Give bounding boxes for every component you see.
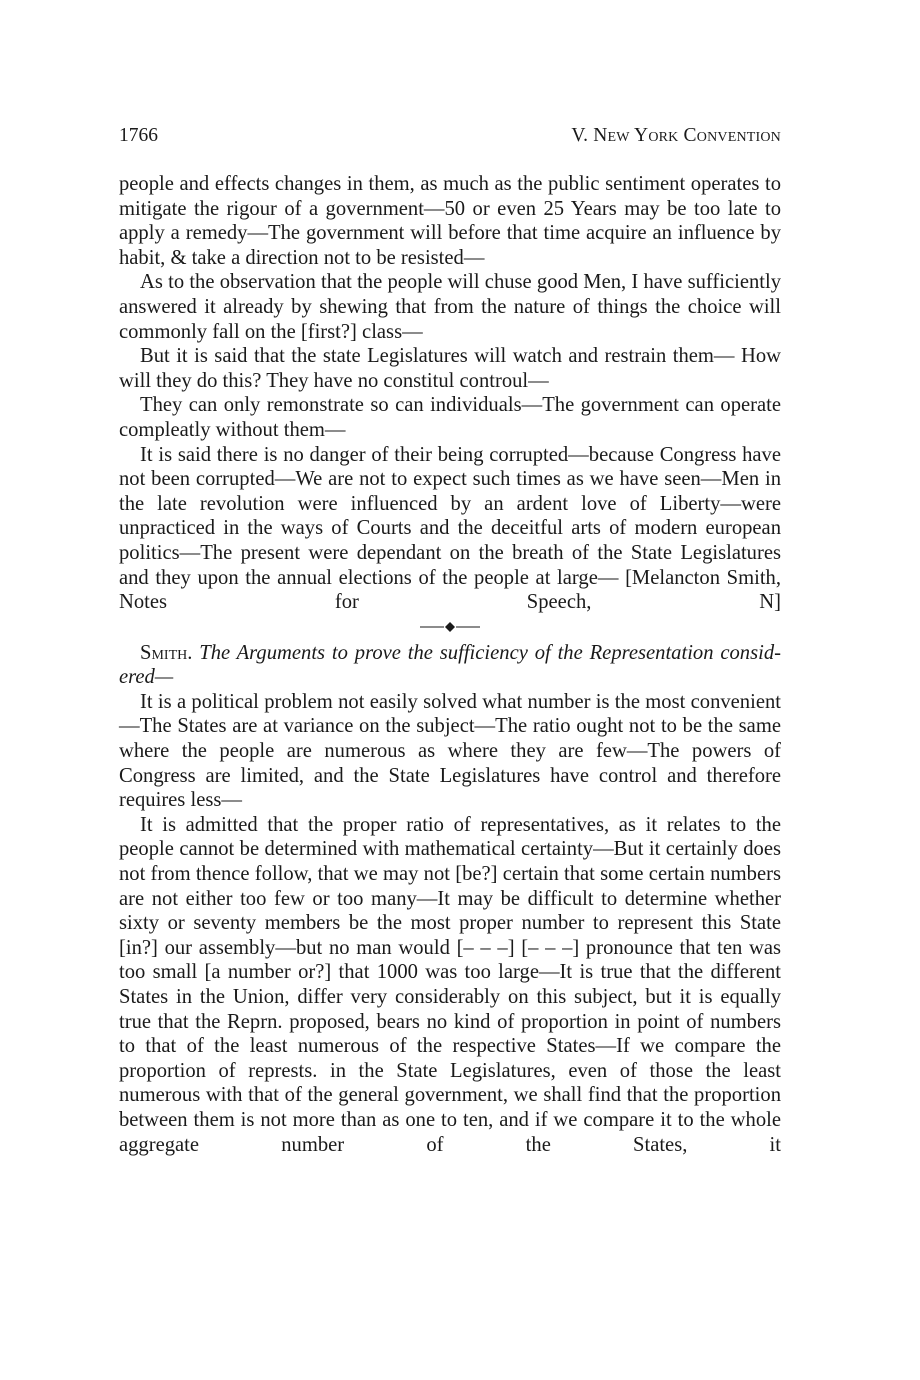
section-divider-ornament [119,617,781,637]
document-page [119,122,781,1157]
diamond-rule-icon [420,621,480,633]
paragraph: But it is said that the state Legislatures will watch and restrain them— How will they do this? They have no constitul controul— [119,345,781,392]
paragraph: It is said there is no danger of their being corrupted—because Congress have not been corrupted—We are not to expect such times as we have seen—Men in the late revolution were influenced by an ardent love of Liberty—were unpracticed in the ways of Courts and the deceitful arts of modern european politics—The present were dependant on the breath of the State Legislatures and they upon the annual elections of the people at large— [Melancton Smith, Notes for Speech, N] [119,443,781,614]
paragraph: It is a political problem not easily solved what number is the most convenient—The States are at variance on the subject—The ratio ought not to be the same where the people are numerous as where they are few—The powers of Congress are limited, and the State Legislatures have control and therefore requires less— [119,690,781,812]
speaker-name: Smith. [140,641,193,664]
running-head [119,122,781,150]
section-title: The Arguments to prove the sufficiency of the Representation considered— [119,641,781,689]
paragraph: As to the observation that the people will chuse good Men, I have sufficiently answered it already by shewing that from the nature of things the choice will commonly fall on the [first?] class— [119,271,781,343]
body-text [119,172,781,1157]
section-heading [119,641,781,690]
paragraph: They can only remonstrate so can individuals—The government can operate compleatly without them— [119,394,781,441]
paragraph: people and effects changes in them, as much as the public sentiment operates to mitigate the rigour of a government—50 or even 25 Years may be too late to apply a remedy—The government will before that time acquire an influence by habit, & take a direction not to be resisted— [119,173,781,269]
running-title: V. New York Convention [571,125,781,146]
page-number: 1766 [119,125,158,146]
paragraph: It is admitted that the proper ratio of representatives, as it relates to the people cannot be determined with mathematical certainty—But it certainly does not from thence follow, that we may not [be?] certain that some certain numbers are not either too few or too many—It may be difficult to determine whether sixty or seventy members be the most proper number to represent this State [in?] our assembly—but no man would [– – –] [– – –] pronounce that ten was too small [a number or?] that 1000 was too large—It is true that the different States in the Union, differ very considerably on this subject, but it is equally true that the Reprn. proposed, bears no kind of proportion in point of numbers to that of the least numerous of the respective States—If we compare the proportion of represts. in the State Legislatures, even of those the least numerous with that of the general government, we shall find that the proportion between them is not more than as one to ten, and if we compare it to the whole aggregate number of the States, it [119,813,781,1156]
